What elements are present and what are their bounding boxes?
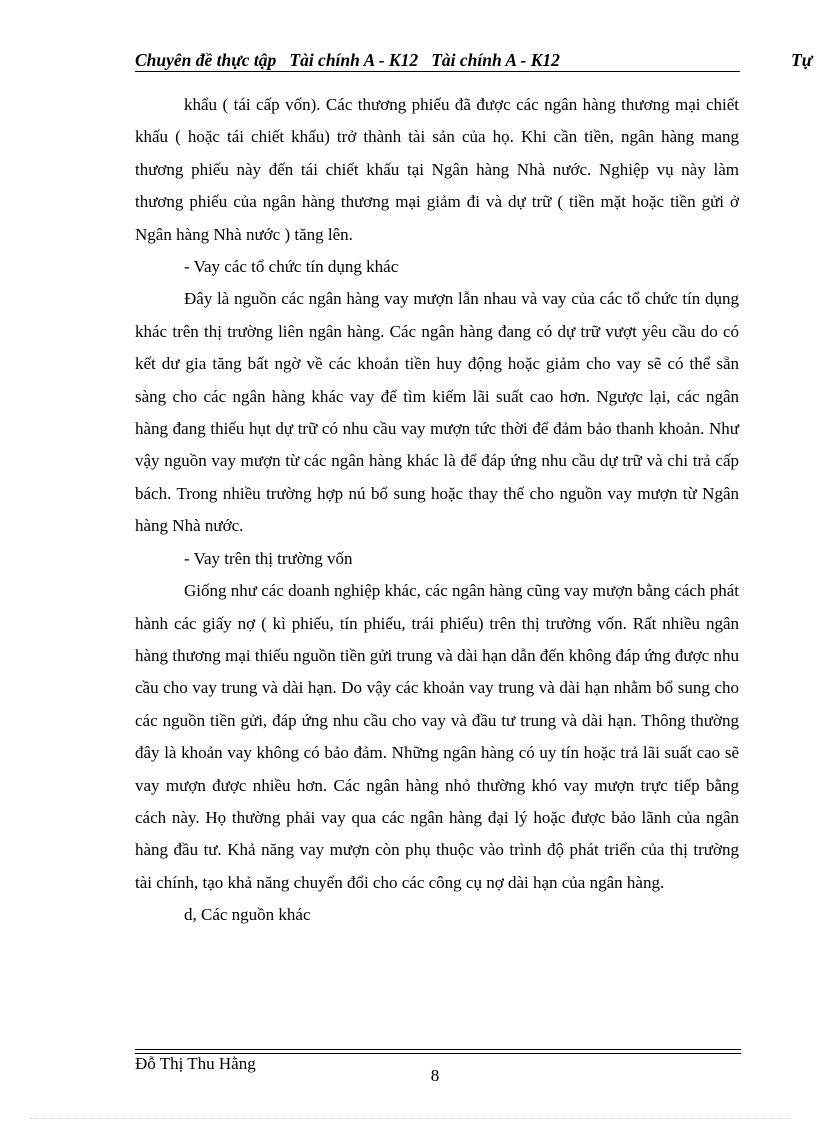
page-number: 8 <box>430 1066 440 1085</box>
heading-interbank-borrowing: - Vay các tổ chức tín dụng khác <box>184 257 399 277</box>
heading-capital-market-borrowing: - Vay trên thị trường vốn <box>184 548 353 568</box>
heading-other-sources: d, Các nguồn khác <box>184 905 311 925</box>
paragraph-rediscount: khẩu ( tái cấp vốn). Các thương phiếu đã được các ngân hàng thương mại chiết khấu ( hoặc tái chiết khấu) trở thành tài sản của họ. Khi cần tiền, ngân hàng mang thương phiếu này đến tái chiết khấu tại Ngân hàng Nhà nước. Nghiệp vụ này làm thương phiếu của ngân hàng thương mại giảm đi và dự trữ ( tiền mặt hoặc tiền gửi ở Ngân hàng Nhà nước ) tăng lên. <box>135 95 739 244</box>
header-title: Chuyên đề thực tập Tài chính A - K12 Tài chính A - K12 <box>135 50 560 70</box>
paragraph-capital-market-borrowing: Giống như các doanh nghiệp khác, các ngân hàng cũng vay mượn bằng cách phát hành các giấy nợ ( kì phiếu, tín phiếu, trái phiếu) trên thị trường vốn. Rất nhiều ngân hàng thương mại thiếu nguồn tiền gửi trung và dài hạn dẫn đến không đáp ứng được nhu cầu cho vay trung và dài hạn. Do vậy các khoản vay trung và dài hạn nhằm bổ sung cho các nguồn tiền gửi, đáp ứng nhu cầu cho vay và đầu tư trung và dài hạn. Thông thường đây là khoản vay không có bảo đảm. Những ngân hàng có uy tín hoặc trả lãi suất cao sẽ vay mượn được nhiều hơn. Các ngân hàng nhỏ thường khó vay mượn trực tiếp bằng cách này. Họ thường phải vay qua các ngân hàng đại lý hoặc được bảo lãnh của ngân hàng đầu tư. Khả năng vay mượn còn phụ thuộc vào trình độ phát triển của thị trường tài chính, tạo khả năng chuyển đổi cho các công cụ nợ dài hạn của ngân hàng. <box>135 581 739 892</box>
page-header <box>135 46 816 74</box>
header-overflow-text: Tự <box>791 50 813 70</box>
page-bottom-border <box>30 1118 790 1119</box>
document-body <box>135 89 739 932</box>
footer-author: Đỗ Thị Thu Hằng <box>135 1054 256 1073</box>
footer-divider-top <box>135 1049 741 1050</box>
header-divider <box>135 71 740 72</box>
paragraph-interbank-borrowing: Đây là nguồn các ngân hàng vay mượn lẫn nhau và vay của các tổ chức tín dụng khác trên thị trường liên ngân hàng. Các ngân hàng đang có dự trữ vượt yêu cầu do có kết dư gia tăng bất ngờ về các khoản tiền huy động hoặc giảm cho vay sẽ có thể sẵn sàng cho các ngân hàng khác vay để tìm kiếm lãi suất cao hơn. Ngược lại, các ngân hàng đang thiếu hụt dự trữ có nhu cầu vay mượn tức thời để đảm bảo thanh khoản. Như vậy nguồn vay mượn từ các ngân hàng khác là để đáp ứng nhu cầu dự trữ và chi trả cấp bách. Trong nhiều trường hợp nú bổ sung hoặc thay thế cho nguồn vay mượn từ Ngân hàng Nhà nước. <box>135 289 739 536</box>
